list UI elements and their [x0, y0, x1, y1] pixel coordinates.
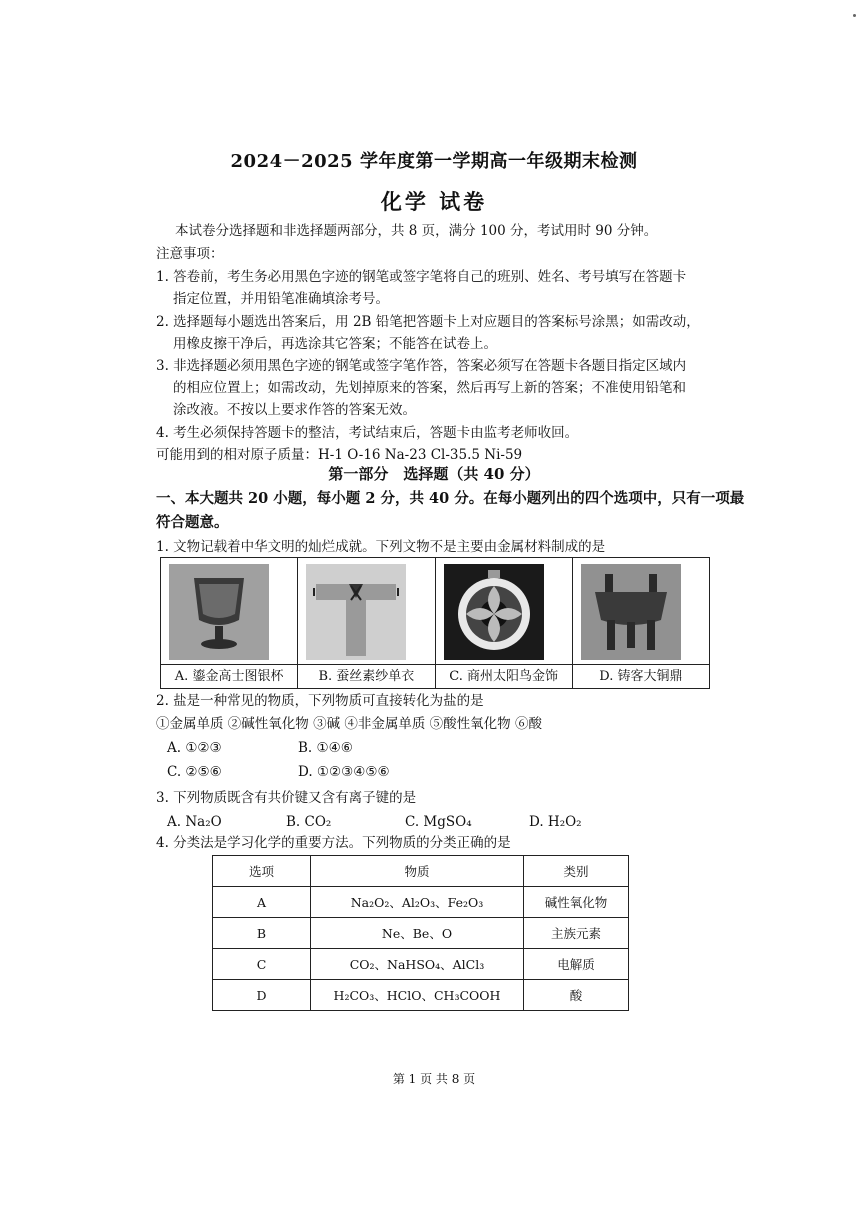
table-cell: Ne、Be、O	[311, 918, 524, 949]
q1-image-table	[160, 557, 710, 689]
section-instruction-cont: 符合题意。	[156, 514, 229, 531]
q1-option-d-label: D. 铸客大铜鼎	[573, 664, 709, 689]
table-header: 选项	[213, 856, 311, 887]
atomic-masses: 可能用到的相对原子质量：H-1 O-16 Na-23 Cl-35.5 Ni-59	[156, 447, 523, 463]
table-cell: 碱性氧化物	[524, 887, 629, 918]
bronze-ding-photo-icon	[581, 564, 681, 660]
section-instruction: 一、本大题共 20 小题，每小题 2 分，共 40 分。在每小题列出的四个选项中，只有一项最	[156, 490, 745, 507]
q2-items: ①金属单质 ②碱性氧化物 ③碱 ④非金属单质 ⑤酸性氧化物 ⑥酸	[156, 716, 542, 732]
table-cell: H₂CO₃、HClO、CH₃COOH	[311, 980, 524, 1011]
notice-line: 3. 非选择题必须用黑色字迹的钢笔或签字笔作答，答案必须写在答题卡各题目指定区域内	[156, 358, 687, 374]
table-cell: A	[213, 887, 311, 918]
q1-option-d	[573, 558, 709, 688]
table-header: 物质	[311, 856, 524, 887]
scan-speck	[853, 14, 856, 17]
q1-option-a-label: A. 鎏金高士图银杯	[161, 664, 297, 689]
notice-line: 的相应位置上；如需改动，先划掉原来的答案，然后再写上新的答案；不准使用铅笔和	[173, 380, 686, 396]
page-footer: 第 1 页 共 8 页	[392, 1072, 476, 1086]
q1-option-b	[298, 558, 435, 688]
exam-intro: 本试卷分选择题和非选择题两部分，共 8 页，满分 100 分，考试用时 90 分钟。	[175, 223, 658, 239]
q4-classification-table	[212, 855, 629, 1011]
exam-subtitle: 化学 试卷	[380, 189, 488, 214]
table-cell: 电解质	[524, 949, 629, 980]
silver-cup-photo-icon	[169, 564, 269, 660]
q4-stem: 4. 分类法是学习化学的重要方法。下列物质的分类正确的是	[156, 835, 511, 851]
q2-option-c: C. ②⑤⑥	[167, 764, 222, 780]
q2-option-a: A. ①②③	[167, 740, 222, 756]
table-cell: B	[213, 918, 311, 949]
table-cell: 主族元素	[524, 918, 629, 949]
table-cell: Na₂O₂、Al₂O₃、Fe₂O₃	[311, 887, 524, 918]
q1-option-c	[436, 558, 573, 688]
q2-stem: 2. 盐是一种常见的物质，下列物质可直接转化为盐的是	[156, 693, 484, 709]
q3-option-c: C. MgSO₄	[405, 814, 472, 830]
notice-line: 1. 答卷前，考生务必用黑色字迹的钢笔或签字笔将自己的班别、姓名、考号填写在答题卡	[156, 269, 687, 285]
table-row	[213, 887, 629, 918]
table-header-row	[213, 856, 629, 887]
table-header: 类别	[524, 856, 629, 887]
notice-line: 指定位置，并用铅笔准确填涂考号。	[173, 291, 389, 307]
q3-option-d: D. H₂O₂	[529, 814, 582, 830]
exam-title: 2024－2025 学年度第一学期高一年级期末检测	[230, 151, 638, 172]
table-row	[213, 980, 629, 1011]
table-cell: D	[213, 980, 311, 1011]
table-row	[213, 949, 629, 980]
gold-sunbird-photo-icon	[444, 564, 544, 660]
q3-stem: 3. 下列物质既含有共价键又含有离子键的是	[156, 790, 417, 806]
table-cell: CO₂、NaHSO₄、AlCl₃	[311, 949, 524, 980]
q1-option-a	[161, 558, 298, 688]
q2-option-d: D. ①②③④⑤⑥	[298, 764, 390, 780]
notice-line: 2. 选择题每小题选出答案后，用 2B 铅笔把答题卡上对应题目的答案标号涂黑；如需改动，	[156, 314, 700, 330]
table-row	[213, 918, 629, 949]
notice-line: 4. 考生必须保持答题卡的整洁，考试结束后，答题卡由监考老师收回。	[156, 425, 579, 441]
notice-line: 涂改液。不按以上要求作答的答案无效。	[173, 402, 416, 418]
q2-option-b: B. ①④⑥	[298, 740, 353, 756]
q1-option-c-label: C. 商州太阳鸟金饰	[436, 664, 572, 689]
q1-stem: 1. 文物记载着中华文明的灿烂成就。下列文物不是主要由金属材料制成的是	[156, 539, 606, 555]
q3-option-b: B. CO₂	[286, 814, 332, 830]
table-cell: 酸	[524, 980, 629, 1011]
silk-garment-photo-icon	[306, 564, 406, 660]
notice-line: 用橡皮擦干净后，再选涂其它答案；不能答在试卷上。	[173, 336, 497, 352]
notice-heading: 注意事项：	[156, 246, 224, 262]
table-cell: C	[213, 949, 311, 980]
q1-option-b-label: B. 蚕丝素纱单衣	[298, 664, 434, 689]
section-title: 第一部分 选择题（共 40 分）	[328, 465, 540, 483]
q3-option-a: A. Na₂O	[167, 814, 222, 830]
